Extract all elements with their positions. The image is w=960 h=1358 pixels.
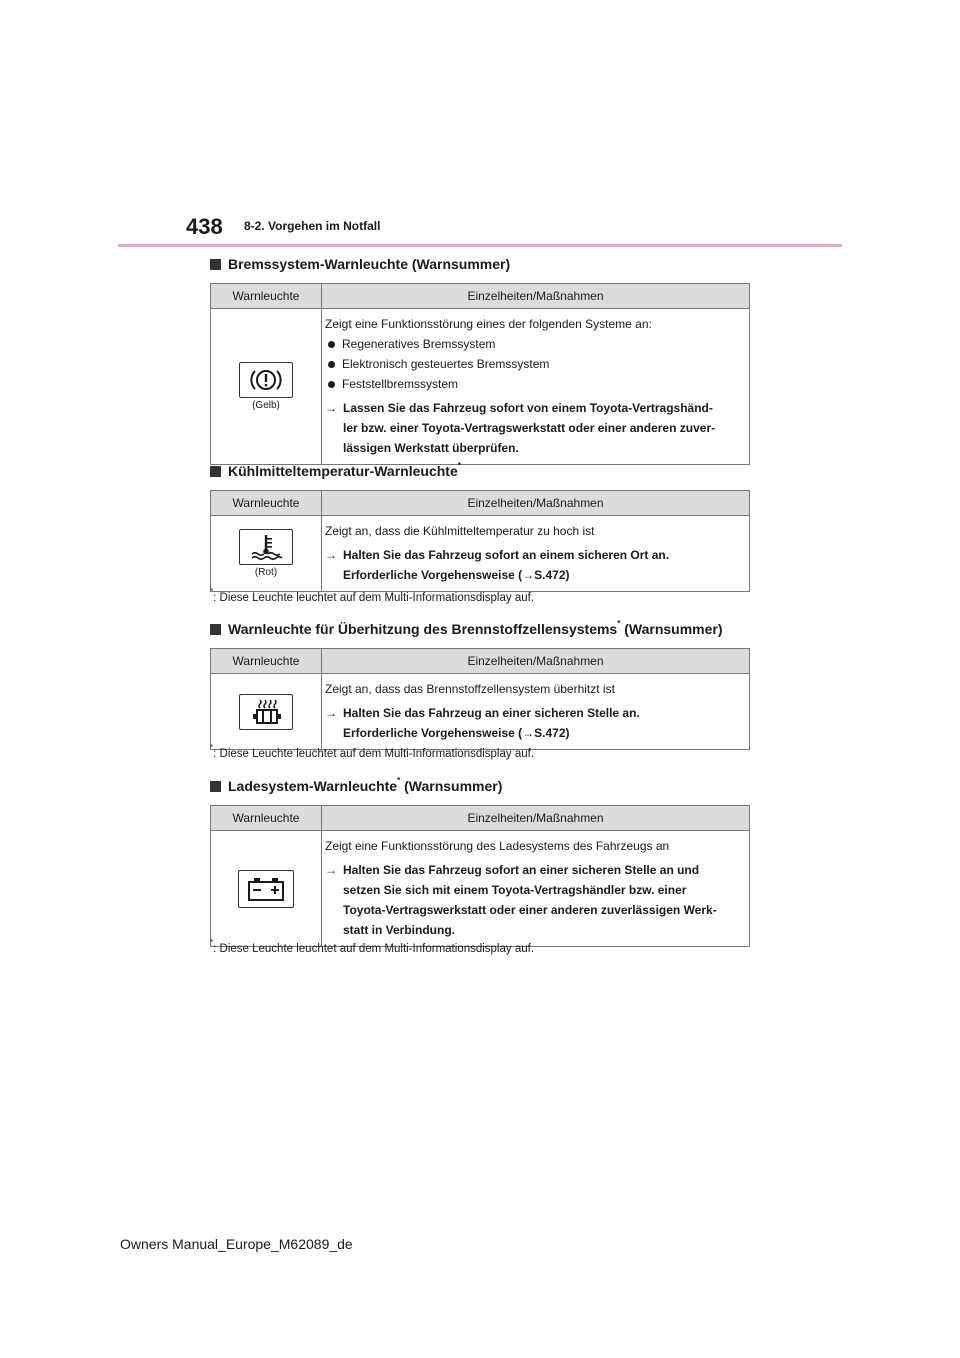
column-header-details: Einzelheiten/Maßnahmen — [322, 491, 750, 516]
description-text: Zeigt eine Funktionsstörung eines der folgenden Systeme an: — [325, 317, 652, 331]
icon-caption: (Gelb) — [252, 400, 280, 411]
coolant-temperature-icon — [239, 529, 293, 565]
footnote: *: Diese Leuchte leuchtet auf dem Multi-Informationsdisplay auf. — [210, 938, 535, 955]
warning-table — [210, 283, 750, 465]
arrow-icon: → — [325, 401, 337, 415]
section-coolant-warning — [210, 463, 750, 592]
section-title: Kühlmitteltemperatur-Warnleuchte* — [210, 463, 750, 479]
column-header-warnleuchte: Warnleuchte — [211, 284, 322, 309]
section-title: Ladesystem-Warnleuchte* (Warnsummer) — [210, 778, 750, 794]
section-charging-warning — [210, 778, 750, 947]
section-title: Warnleuchte für Überhitzung des Brennstoffzellensystems* (Warnsummer) — [210, 621, 750, 637]
arrow-icon: → — [325, 548, 337, 562]
column-header-warnleuchte: Warnleuchte — [211, 649, 322, 674]
battery-charge-icon — [238, 870, 294, 908]
square-bullet-icon — [210, 624, 221, 635]
section-title: Bremssystem-Warnleuchte (Warnsummer) — [210, 256, 750, 272]
list-item: Elektronisch gesteuertes Bremssystem — [325, 354, 743, 374]
square-bullet-icon — [210, 466, 221, 477]
list-item: Feststellbremssystem — [325, 374, 743, 394]
footnote: *: Diese Leuchte leuchtet auf dem Multi-Informationsdisplay auf. — [210, 587, 535, 604]
warning-table — [210, 805, 750, 947]
description-text: Zeigt an, dass die Kühlmitteltemperatur zu hoch ist — [325, 524, 595, 538]
column-header-details: Einzelheiten/Maßnahmen — [322, 284, 750, 309]
action-instruction: → Halten Sie das Fahrzeug sofort an einer sicheren Stelle an und setzen Sie sich mit einem Toyota-Vertragshändler bzw. einer Toyota-Vertragswerkstatt oder einer anderen zuverlässigen Werk- statt in Verbindung. — [325, 860, 743, 940]
footnote: *: Diese Leuchte leuchtet auf dem Multi-Informationsdisplay auf. — [210, 743, 535, 760]
square-bullet-icon — [210, 259, 221, 270]
column-header-details: Einzelheiten/Maßnahmen — [322, 806, 750, 831]
warning-table — [210, 648, 750, 750]
description-text: Zeigt eine Funktionsstörung des Ladesystems des Fahrzeugs an — [325, 839, 670, 853]
document-footer: Owners Manual_Europe_M62089_de — [120, 1236, 353, 1252]
page-number: 438 — [186, 214, 223, 239]
icon-caption: (Rot) — [254, 567, 278, 578]
action-instruction: → Lassen Sie das Fahrzeug sofort von einem Toyota-Vertragshänd- ler bzw. einer Toyota-Vertragswerkstatt oder einer anderen zuver- lässigen Werkstatt überprüfen. — [325, 398, 743, 458]
header-rule — [118, 244, 842, 247]
chapter-title: 8-2. Vorgehen im Notfall — [244, 219, 381, 233]
action-instruction: → Halten Sie das Fahrzeug sofort an einem sicheren Ort an. Erforderliche Vorgehensweise (→S.472) — [325, 545, 743, 585]
arrow-icon: → — [325, 863, 337, 877]
column-header-warnleuchte: Warnleuchte — [211, 806, 322, 831]
arrow-icon: → — [325, 706, 337, 720]
section-brake-warning — [210, 256, 750, 465]
action-instruction: → Halten Sie das Fahrzeug an einer sicheren Stelle an. Erforderliche Vorgehensweise (→S.472) — [325, 703, 743, 743]
fuel-cell-overheat-icon — [239, 694, 293, 730]
column-header-details: Einzelheiten/Maßnahmen — [322, 649, 750, 674]
brake-warning-icon — [239, 362, 293, 398]
section-fuel-cell-overheat — [210, 621, 750, 750]
description-text: Zeigt an, dass das Brennstoffzellensystem überhitzt ist — [325, 682, 615, 696]
list-item: Regeneratives Bremssystem — [325, 334, 743, 354]
warning-table — [210, 490, 750, 592]
square-bullet-icon — [210, 781, 221, 792]
column-header-warnleuchte: Warnleuchte — [211, 491, 322, 516]
